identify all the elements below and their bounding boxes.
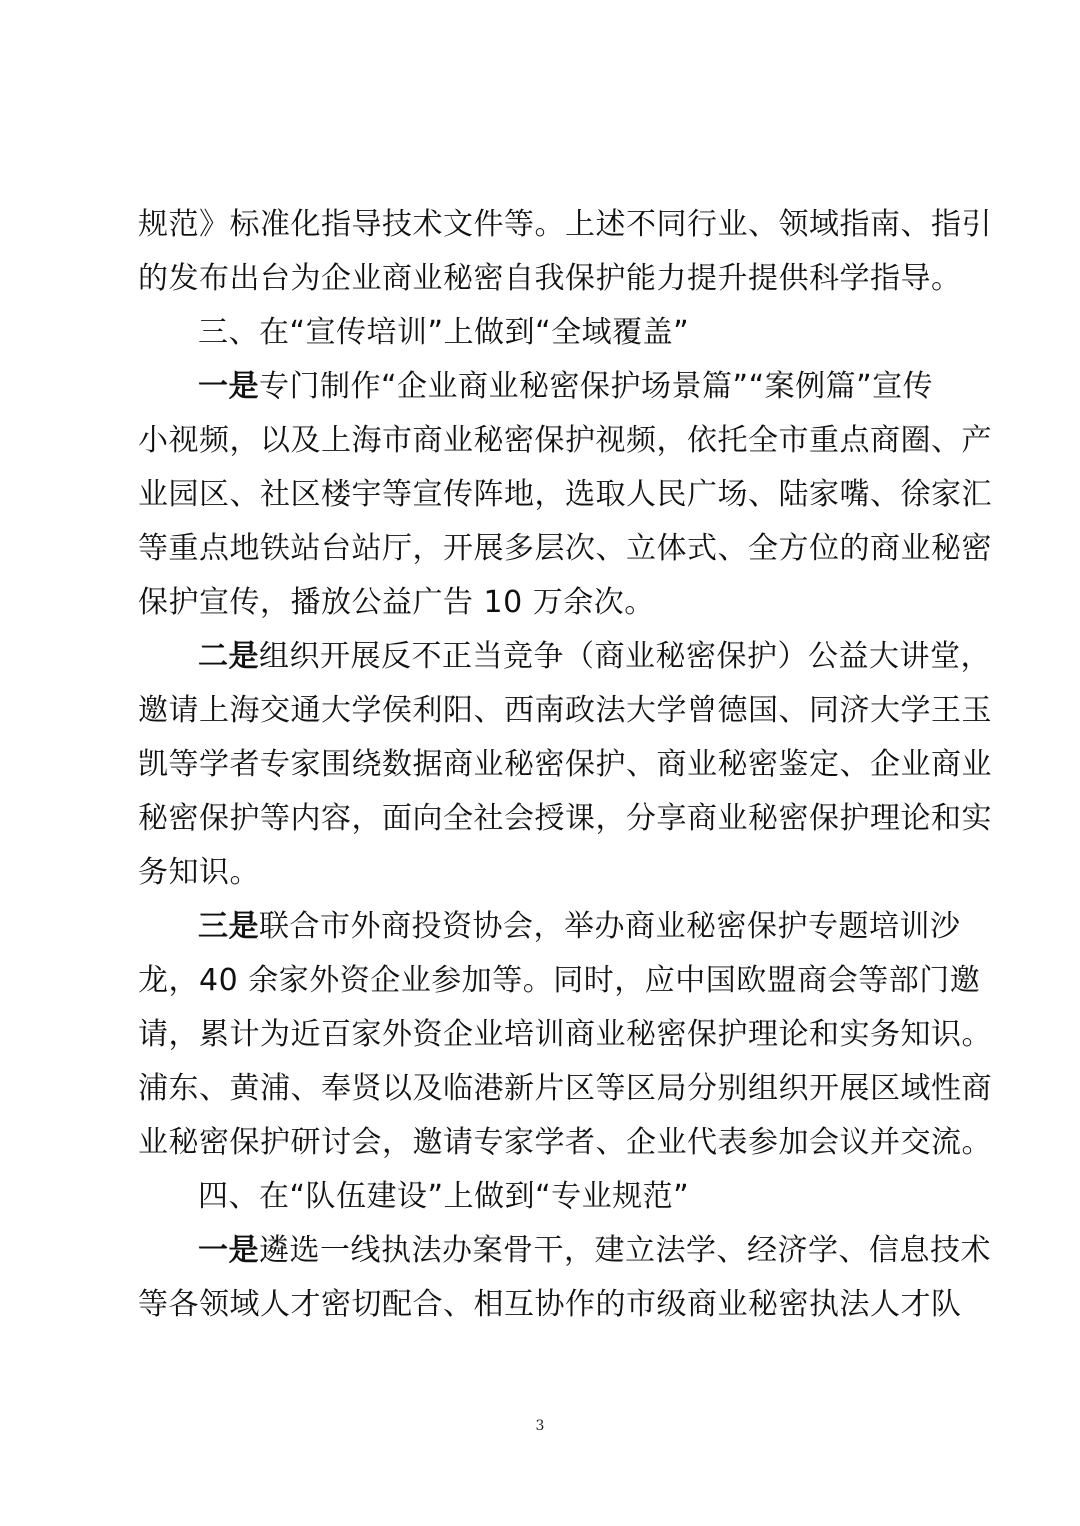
paragraph-lead: 一是 — [198, 369, 259, 404]
line-text: 保护宣传，播放公益广告 10 万余次。 — [138, 585, 655, 620]
heading-text: 三、在“宣传培训”上做到“全域覆盖” — [198, 315, 690, 350]
line-text: 浦东、黄浦、奉贤以及临港新片区等区局分别组织开展区域性商 — [138, 1071, 992, 1106]
text-line — [138, 684, 992, 738]
line-text: 务知识。 — [138, 855, 260, 890]
text-line — [138, 252, 962, 306]
text-line — [138, 468, 992, 522]
line-text: 龙，40 余家外资企业参加等。同时，应中国欧盟商会等部门邀 — [138, 963, 981, 998]
text-line — [138, 954, 981, 1008]
text-line — [138, 792, 992, 846]
paragraph-start — [198, 630, 1018, 684]
section-heading — [198, 1170, 1018, 1224]
line-text: 组织开展反不正当竞争（商业秘密保护）公益大讲堂， — [259, 639, 991, 674]
text-line — [138, 1062, 992, 1116]
text-line — [138, 1008, 992, 1062]
line-text: 小视频，以及上海市商业秘密保护视频，依托全市重点商圈、产 — [138, 423, 992, 458]
line-text: 邀请上海交通大学侯利阳、西南政法大学曾德国、同济大学王玉 — [138, 693, 992, 728]
line-text: 业秘密保护研讨会，邀请专家学者、企业代表参加会议并交流。 — [138, 1125, 992, 1160]
line-text: 专门制作“企业商业秘密保护场景篇”“案例篇”宣传 — [259, 369, 934, 404]
line-text: 等各领域人才密切配合、相互协作的市级商业秘密执法人才队 — [138, 1287, 962, 1322]
line-text: 联合市外商投资协会，举办商业秘密保护专题培训沙 — [259, 909, 961, 944]
line-text: 凯等学者专家围绕数据商业秘密保护、商业秘密鉴定、企业商业 — [138, 747, 992, 782]
text-line — [138, 846, 958, 900]
paragraph-start — [198, 1224, 1018, 1278]
paragraph-lead: 三是 — [198, 909, 259, 944]
section-heading — [198, 306, 1018, 360]
paragraph-start — [198, 900, 1018, 954]
paragraph-lead: 一是 — [198, 1233, 259, 1268]
line-text: 秘密保护等内容，面向全社会授课，分享商业秘密保护理论和实 — [138, 801, 992, 836]
line-text: 的发布出台为企业商业秘密自我保护能力提升提供科学指导。 — [138, 261, 962, 296]
page-number: 3 — [535, 1418, 545, 1434]
text-line — [138, 1278, 962, 1332]
text-line — [138, 1116, 992, 1170]
paragraph-start — [198, 360, 1018, 414]
text-line — [138, 198, 992, 252]
text-line — [138, 522, 992, 576]
line-text: 等重点地铁站台站厅，开展多层次、立体式、全方位的商业秘密 — [138, 531, 992, 566]
paragraph-lead: 二是 — [198, 639, 259, 674]
line-text: 规范》标准化指导技术文件等。上述不同行业、领域指南、指引 — [138, 207, 992, 242]
text-line — [138, 576, 958, 630]
line-text: 请，累计为近百家外资企业培训商业秘密保护理论和实务知识。 — [138, 1017, 992, 1052]
text-line — [138, 738, 992, 792]
line-text: 遴选一线执法办案骨干，建立法学、经济学、信息技术 — [259, 1233, 991, 1268]
text-line — [138, 414, 992, 468]
heading-text: 四、在“队伍建设”上做到“专业规范” — [198, 1179, 690, 1214]
line-text: 业园区、社区楼宇等宣传阵地，选取人民广场、陆家嘴、徐家汇 — [138, 477, 992, 512]
